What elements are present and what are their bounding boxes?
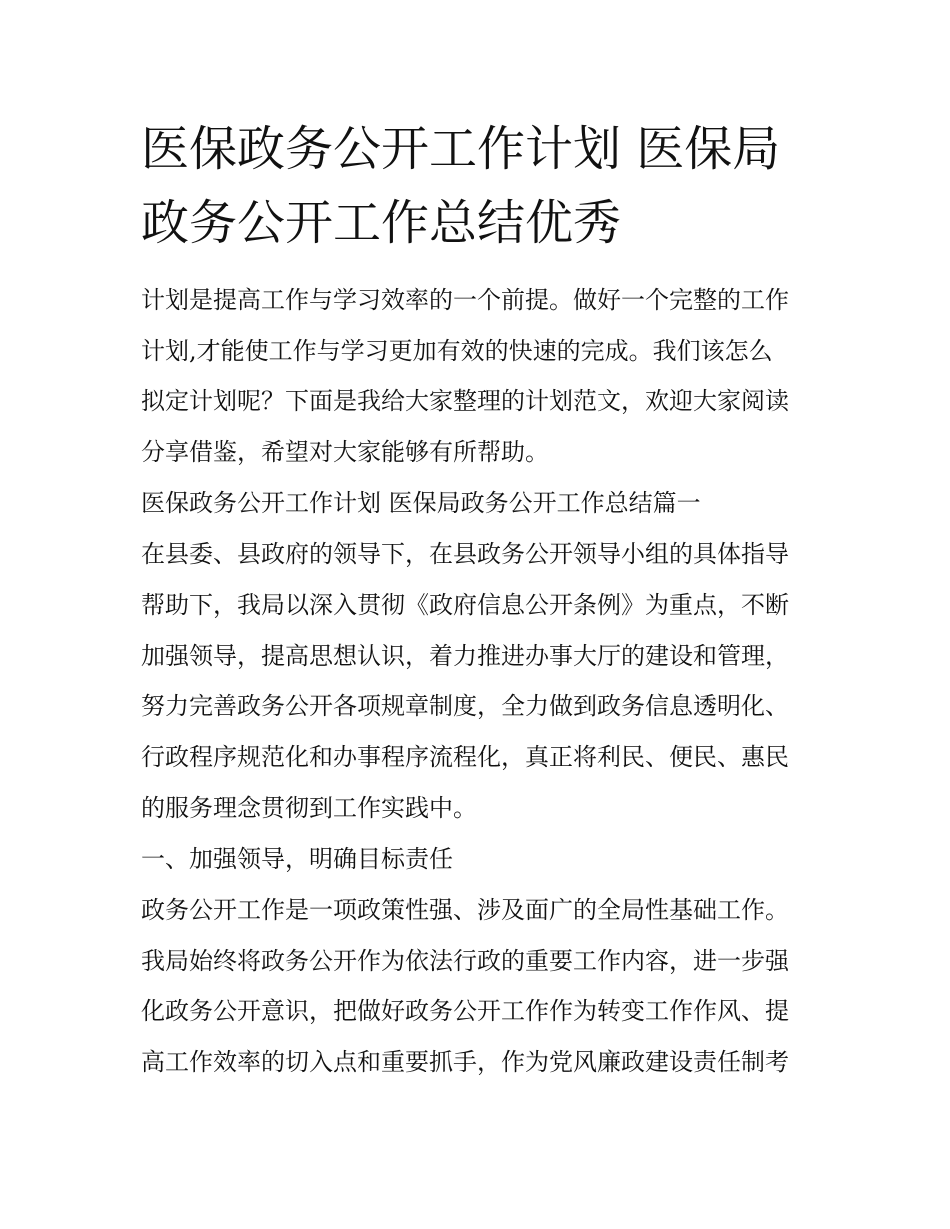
body-line-8: 我局始终将政务公开作为依法行政的重要工作内容，进一步强 [141, 947, 789, 975]
section-heading: 医保政务公开工作计划 医保局政务公开工作总结篇一 [141, 489, 701, 517]
body-line-7: 政务公开工作是一项政策性强、涉及面广的全局性基础工作。 [141, 896, 789, 924]
subheading-1: 一、加强领导，明确目标责任 [141, 845, 453, 873]
body-line-3: 加强领导，提高思想认识，着力推进办事大厅的建设和管理， [141, 642, 789, 670]
document-title [141, 112, 821, 260]
title-line-2: 政务公开工作总结优秀 [141, 195, 622, 251]
title-line-1: 医保政务公开工作计划 医保局 [141, 121, 781, 177]
body-line-10: 高工作效率的切入点和重要抓手，作为党风廉政建设责任制考 [141, 1048, 789, 1076]
body-line-9: 化政务公开意识，把做好政务公开工作作为转变工作作风、提 [141, 997, 789, 1025]
intro-line-1: 计划是提高工作与学习效率的一个前提。做好一个完整的工作 [141, 286, 789, 314]
body-line-6: 的服务理念贯彻到工作实践中。 [141, 794, 477, 822]
body-line-1: 在县委、县政府的领导下，在县政务公开领导小组的具体指导 [141, 540, 789, 568]
intro-line-2: 计划,才能使工作与学习更加有效的快速的完成。我们该怎么 [141, 337, 773, 365]
body-line-2: 帮助下，我局以深入贯彻《政府信息公开条例》为重点，不断 [141, 591, 789, 619]
body-line-4: 努力完善政务公开各项规章制度，全力做到政务信息透明化、 [141, 692, 789, 720]
intro-line-3: 拟定计划呢？下面是我给大家整理的计划范文，欢迎大家阅读 [141, 387, 789, 415]
intro-line-4: 分享借鉴，希望对大家能够有所帮助。 [141, 438, 549, 466]
body-line-5: 行政程序规范化和办事程序流程化，真正将利民、便民、惠民 [141, 743, 789, 771]
